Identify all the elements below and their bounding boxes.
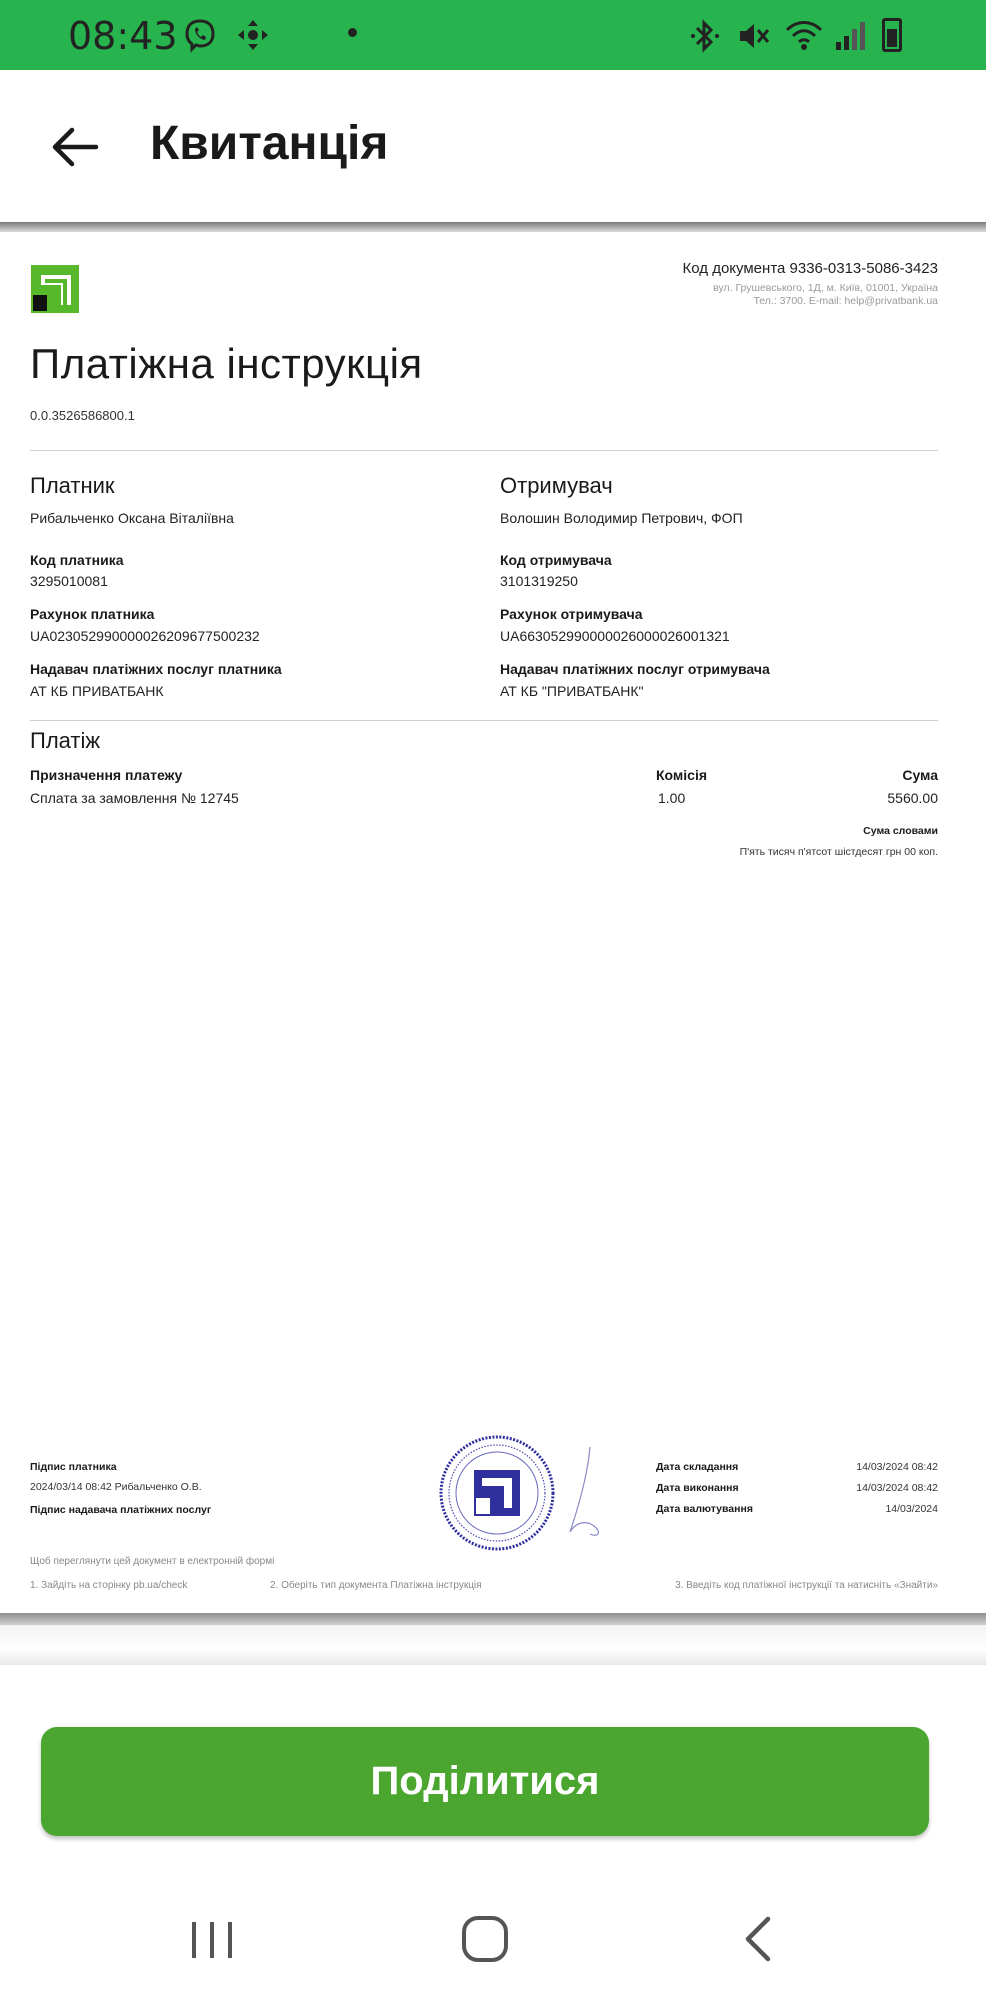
instruction-step-2: 2. Оберіть тип документа Платіжна інструкція — [270, 1580, 482, 1591]
payer-account-label: Рахунок платника — [30, 606, 155, 622]
home-icon[interactable] — [462, 1916, 508, 1962]
payment-purpose: Сплата за замовлення № 12745 — [30, 790, 239, 806]
receipt-bottom-edge — [0, 1613, 986, 1625]
commission-value: 1.00 — [658, 790, 686, 806]
nav-back-icon[interactable] — [738, 1914, 778, 1964]
amount-value: 5560.00 — [887, 790, 938, 806]
amount-words: П'ять тисяч п'ятсот шістдесят грн 00 коп. — [739, 846, 938, 858]
instruction-step-3: 3. Введіть код платіжної інструкції та натисніть «Знайти» — [675, 1580, 938, 1591]
document-code: Код документа 9336-0313-5086-3423 — [682, 260, 938, 277]
amount-label: Сума — [902, 767, 938, 783]
divider — [30, 450, 938, 451]
recipient-heading: Отримувач — [500, 473, 613, 498]
instructions-heading: Щоб переглянути цей документ в електронній формі — [30, 1556, 275, 1567]
app-bar — [0, 70, 986, 222]
payer-code-label: Код платника — [30, 552, 124, 568]
recent-apps-icon[interactable] — [188, 1920, 236, 1960]
instruction-step-1: 1. Зайдіть на сторінку pb.ua/check — [30, 1580, 188, 1591]
date-value-label: Дата валютування — [656, 1503, 753, 1515]
notification-dot — [348, 28, 357, 37]
recipient-name: Волошин Володимир Петрович, ФОП — [500, 510, 743, 526]
signature-scribble-icon — [540, 1442, 620, 1552]
page-title: Квитанція — [150, 117, 389, 170]
status-app-icons — [182, 14, 271, 53]
payer-code: 3295010081 — [30, 573, 108, 589]
recipient-code: 3101319250 — [500, 573, 578, 589]
bluetooth-icon — [690, 18, 720, 54]
payer-signature-value: 2024/03/14 08:42 Рибальченко О.В. — [30, 1481, 202, 1493]
payer-heading: Платник — [30, 473, 115, 498]
recipient-code-label: Код отримувача — [500, 552, 612, 568]
share-button[interactable]: Поділитися — [41, 1727, 929, 1836]
date-executed-label: Дата виконання — [656, 1482, 739, 1494]
mute-icon — [736, 18, 772, 54]
viber-icon — [182, 17, 218, 53]
recipient-provider: АТ КБ "ПРИВАТБАНК" — [500, 683, 644, 699]
payer-provider: АТ КБ ПРИВАТБАНК — [30, 683, 164, 699]
payer-signature-label: Підпис платника — [30, 1461, 117, 1473]
date-created-label: Дата складання — [656, 1461, 739, 1473]
battery-icon — [882, 18, 902, 52]
recipient-account: UA663052990000026000026001321 — [500, 628, 730, 644]
date-created-value: 14/03/2024 08:42 — [856, 1461, 938, 1473]
payment-purpose-label: Призначення платежу — [30, 767, 183, 783]
payer-account: UA023052990000026209677500232 — [30, 628, 260, 644]
date-executed-value: 14/03/2024 08:42 — [856, 1482, 938, 1494]
status-time: 08:43 — [68, 14, 178, 58]
commission-label: Комісія — [656, 767, 708, 783]
system-nav-bar — [0, 1880, 986, 2004]
wifi-icon — [784, 16, 824, 54]
document-title: Платіжна інструкція — [30, 340, 423, 387]
recipient-account-label: Рахунок отримувача — [500, 606, 643, 622]
provider-signature-label: Підпис надавача платіжних послуг — [30, 1504, 212, 1516]
content-gap — [0, 1625, 986, 1665]
payment-heading: Платіж — [30, 728, 101, 753]
bank-contacts: Тел.: 3700. E-mail: help@privatbank.ua — [753, 295, 938, 307]
bank-address: вул. Грушевського, 1Д, м. Київ, 01001, Україна — [713, 282, 938, 294]
divider — [30, 720, 938, 721]
amount-words-label: Сума словами — [863, 825, 938, 837]
document-number: 0.0.3526586800.1 — [30, 408, 135, 423]
bank-stamp-icon — [438, 1434, 556, 1552]
payer-name: Рибальченко Оксана Віталіївна — [30, 510, 234, 526]
payer-provider-label: Надавач платіжних послуг платника — [30, 661, 282, 677]
location-move-icon — [235, 17, 271, 53]
status-bar — [0, 0, 986, 70]
receipt-top-edge — [0, 222, 986, 232]
back-arrow-icon[interactable] — [48, 120, 102, 174]
date-value-value: 14/03/2024 — [885, 1503, 938, 1515]
privatbank-logo-icon — [31, 265, 79, 313]
receipt-document[interactable] — [0, 232, 986, 1613]
recipient-provider-label: Надавач платіжних послуг отримувача — [500, 661, 770, 677]
signal-icon — [834, 20, 868, 52]
